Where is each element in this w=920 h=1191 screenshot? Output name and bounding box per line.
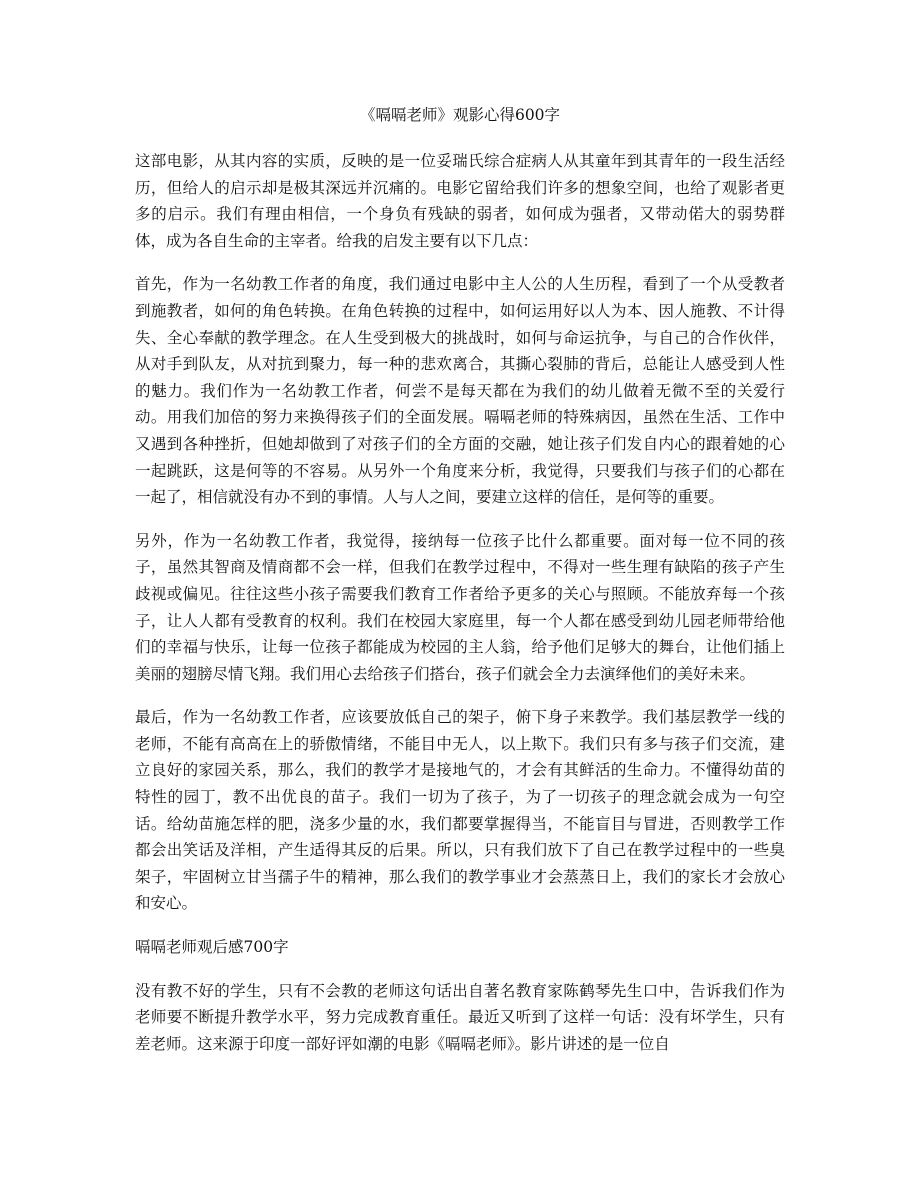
paragraph-second-point: 另外，作为一名幼教工作者，我觉得，接纳每一位孩子比什么都重要。面对每一位不同的孩子，虽然其智商及情商都不会一样，但我们在教学过程中，不得对一些生理有缺陷的孩子产生歧视或偏见。往往这些小孩子需要我们教育工作者给予更多的关心与照顾。不能放弃每一个孩子，让人人都有受教育的权利。我们在校园大家庭里，每一个人都在感受到幼儿园老师带给他们的幸福与快乐，让每一位孩子都能成为校园的主人翁，给予他们足够大的舞台，让他们插上美丽的翅膀尽情飞翔。我们用心去给孩子们搭台，孩子们就会全力去演绎他们的美好未来。	[135, 531, 785, 683]
paragraph-closing: 没有教不好的学生，只有不会教的老师这句话出自著名教育家陈鹤琴先生口中，告诉我们作为老师要不断提升教学水平，努力完成教育重任。最近又听到了这样一句话：没有坏学生，只有差老师。这来源于印度一部好评如潮的电影《嗝嗝老师》。影片讲述的是一位自	[135, 981, 785, 1053]
document-body	[135, 102, 785, 1074]
section-subheading: 嗝嗝老师观后感700字	[135, 938, 289, 957]
document-title: 《嗝嗝老师》观影心得600字	[359, 106, 561, 124]
paragraph-first-point: 首先，作为一名幼教工作者的角度，我们通过电影中主人公的人生历程，看到了一个从受教者到施教者，如何的角色转换。在角色转换的过程中，如何运用好以人为本、因人施教、不计得失、全心奉献的教学理念。在人生受到极大的挑战时，如何与命运抗争，与自己的合作伙伴，从对手到队友，从对抗到聚力，每一种的悲欢离合，其撕心裂肺的背后，总能让人感受到人性的魅力。我们作为一名幼教工作者，何尝不是每天都在为我们的幼儿做着无微不至的关爱行动。用我们加倍的努力来换得孩子们的全面发展。嗝嗝老师的特殊病因，虽然在生活、工作中又遇到各种挫折，但她却做到了对孩子们的全方面的交融，她让孩子们发自内心的跟着她的心一起跳跃，这是何等的不容易。从另外一个角度来分析，我觉得，只要我们与孩子们的心都在一起了，相信就没有办不到的事情。人与人之间，要建立这样的信任，是何等的重要。	[135, 275, 785, 507]
paragraph-third-point: 最后，作为一名幼教工作者，应该要放低自己的架子，俯下身子来教学。我们基层教学一线的老师，不能有高高在上的骄傲情绪，不能目中无人，以上欺下。我们只有多与孩子们交流，建立良好的家园关系，那么，我们的教学才是接地气的，才会有其鲜活的生命力。不懂得幼苗的特性的园丁，教不出优良的苗子。我们一切为了孩子，为了一切孩子的理念就会成为一句空话。给幼苗施怎样的肥，浇多少量的水，我们都要掌握得当，不能盲目与冒进，否则教学工作都会出笑话及洋相，产生适得其反的后果。所以，只有我们放下了自己在教学过程中的一些臭架子，牢固树立甘当孺子牛的精神，那么我们的教学事业才会蒸蒸日上，我们的家长才会放心和安心。	[135, 708, 785, 913]
paragraph-intro: 这部电影，从其内容的实质，反映的是一位妥瑞氏综合症病人从其童年到其青年的一段生活经历，但给人的启示却是极其深远并沉痛的。电影它留给我们许多的想象空间，也给了观影者更多的启示。我们有理由相信，一个身负有残缺的弱者，如何成为强者，又带动偌大的弱势群体，成为各自生命的主宰者。给我的启发主要有以下几点：	[135, 152, 785, 250]
